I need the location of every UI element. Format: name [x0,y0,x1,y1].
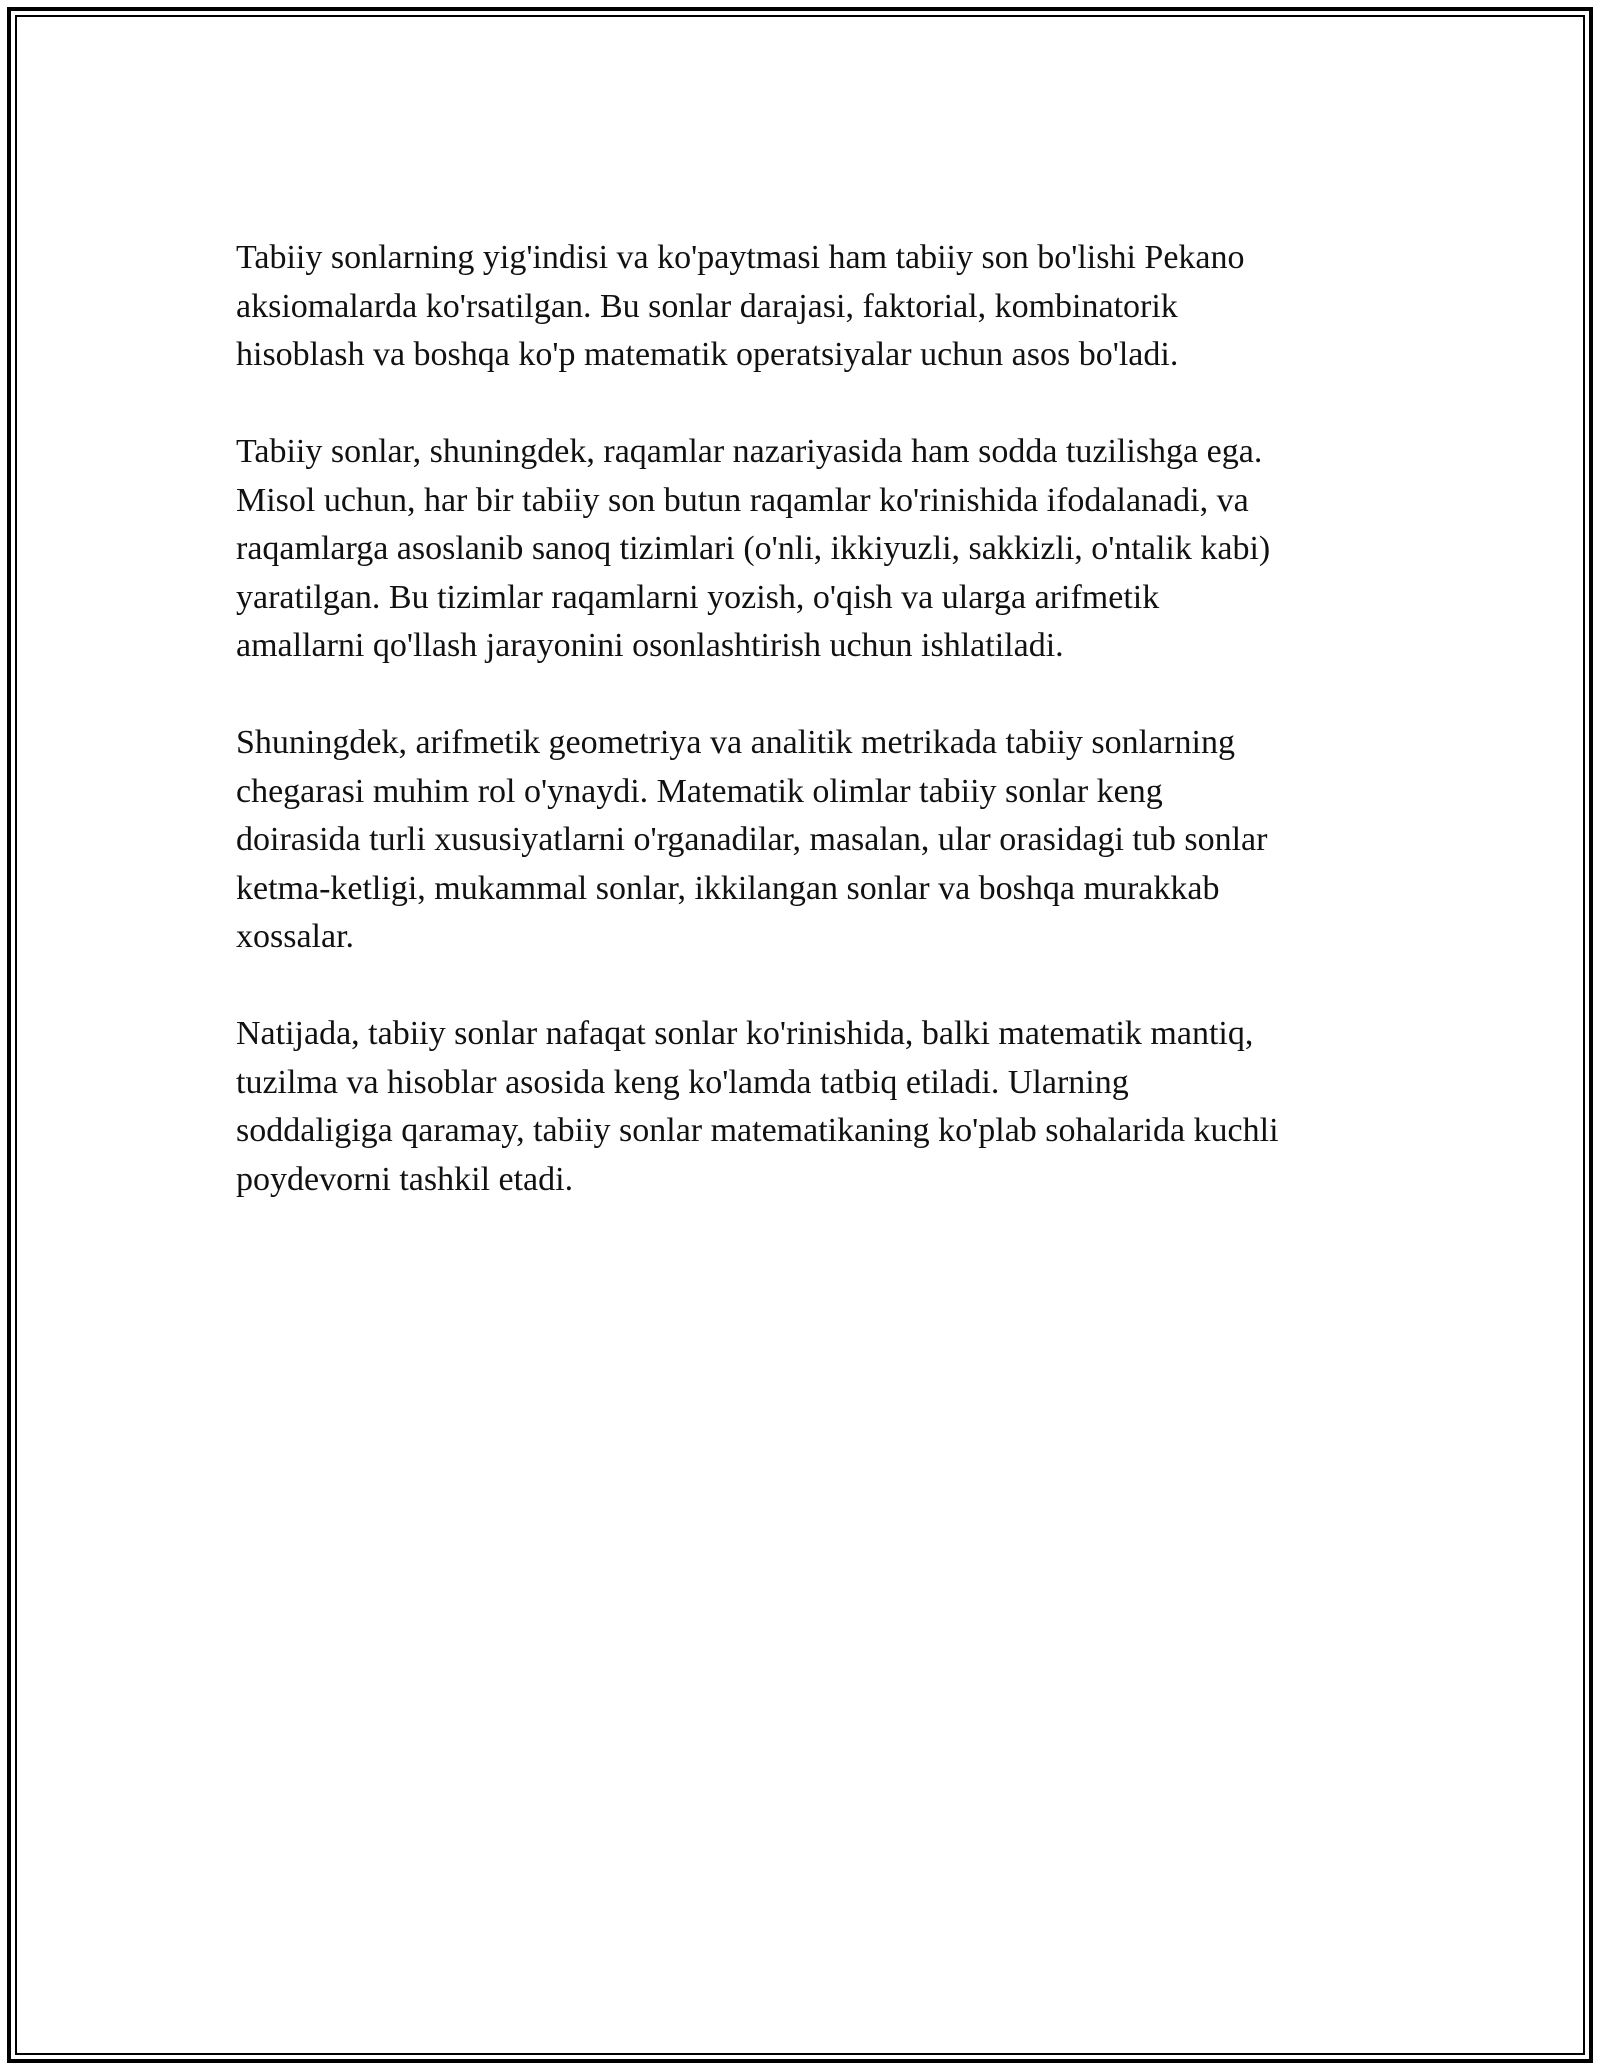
text-line: soddaligiga qaramay, tabiiy sonlar matematikaning ko'plab sohalarida kuchli [236,1112,1279,1149]
text-line: aksiomalarda ko'rsatilgan. Bu sonlar darajasi, faktorial, kombinatorik [236,287,1178,325]
text-line: doirasida turli xususiyatlarni o'rganadilar, masalan, ular orasidagi tub sonlar [236,821,1268,858]
text-line: xossalar. [236,918,355,955]
paragraph-2 [236,428,1386,671]
paragraph-3 [236,719,1386,962]
text-line: Tabiiy sonlar, shuningdek, raqamlar nazariyasida ham sodda tuzilishga ega. [236,433,1263,470]
text-line: hisoblash va boshqa ko'p matematik operatsiyalar uchun asos bo'ladi. [236,336,1179,373]
text-line: raqamlarga asoslanib sanoq tizimlari (o'nli, ikkiyuzli, sakkizli, o'ntalik kabi) [236,530,1271,567]
text-line: tuzilma va hisoblar asosida keng ko'lamda tatbiq etiladi. Ularning [236,1063,1129,1101]
text-line: Tabiiy sonlarning yig'indisi va ko'paytmasi ham tabiiy son bo'lishi Pekano [236,239,1245,276]
paragraph-4 [236,1010,1386,1204]
document-body [236,234,1386,1253]
text-line: Shuningdek, arifmetik geometriya va analitik metrikada tabiiy sonlarning [236,724,1235,761]
text-line: poydevorni tashkil etadi. [236,1160,574,1198]
text-line: yaratilgan. Bu tizimlar raqamlarni yozish, o'qish va ularga arifmetik [236,578,1160,616]
text-line: chegarasi muhim rol o'ynaydi. Matematik olimlar tabiiy sonlar keng [236,772,1163,810]
paragraph-1 [236,234,1386,380]
text-line: Misol uchun, har bir tabiiy son butun raqamlar ko'rinishida ifodalanadi, va [236,481,1249,519]
text-line: amallarni qo'llash jarayonini osonlashtirish uchun ishlatiladi. [236,627,1064,664]
text-line: ketma-ketligi, mukammal sonlar, ikkilangan sonlar va boshqa murakkab [236,869,1220,907]
text-line: Natijada, tabiiy sonlar nafaqat sonlar ko'rinishida, balki matematik mantiq, [236,1015,1254,1052]
